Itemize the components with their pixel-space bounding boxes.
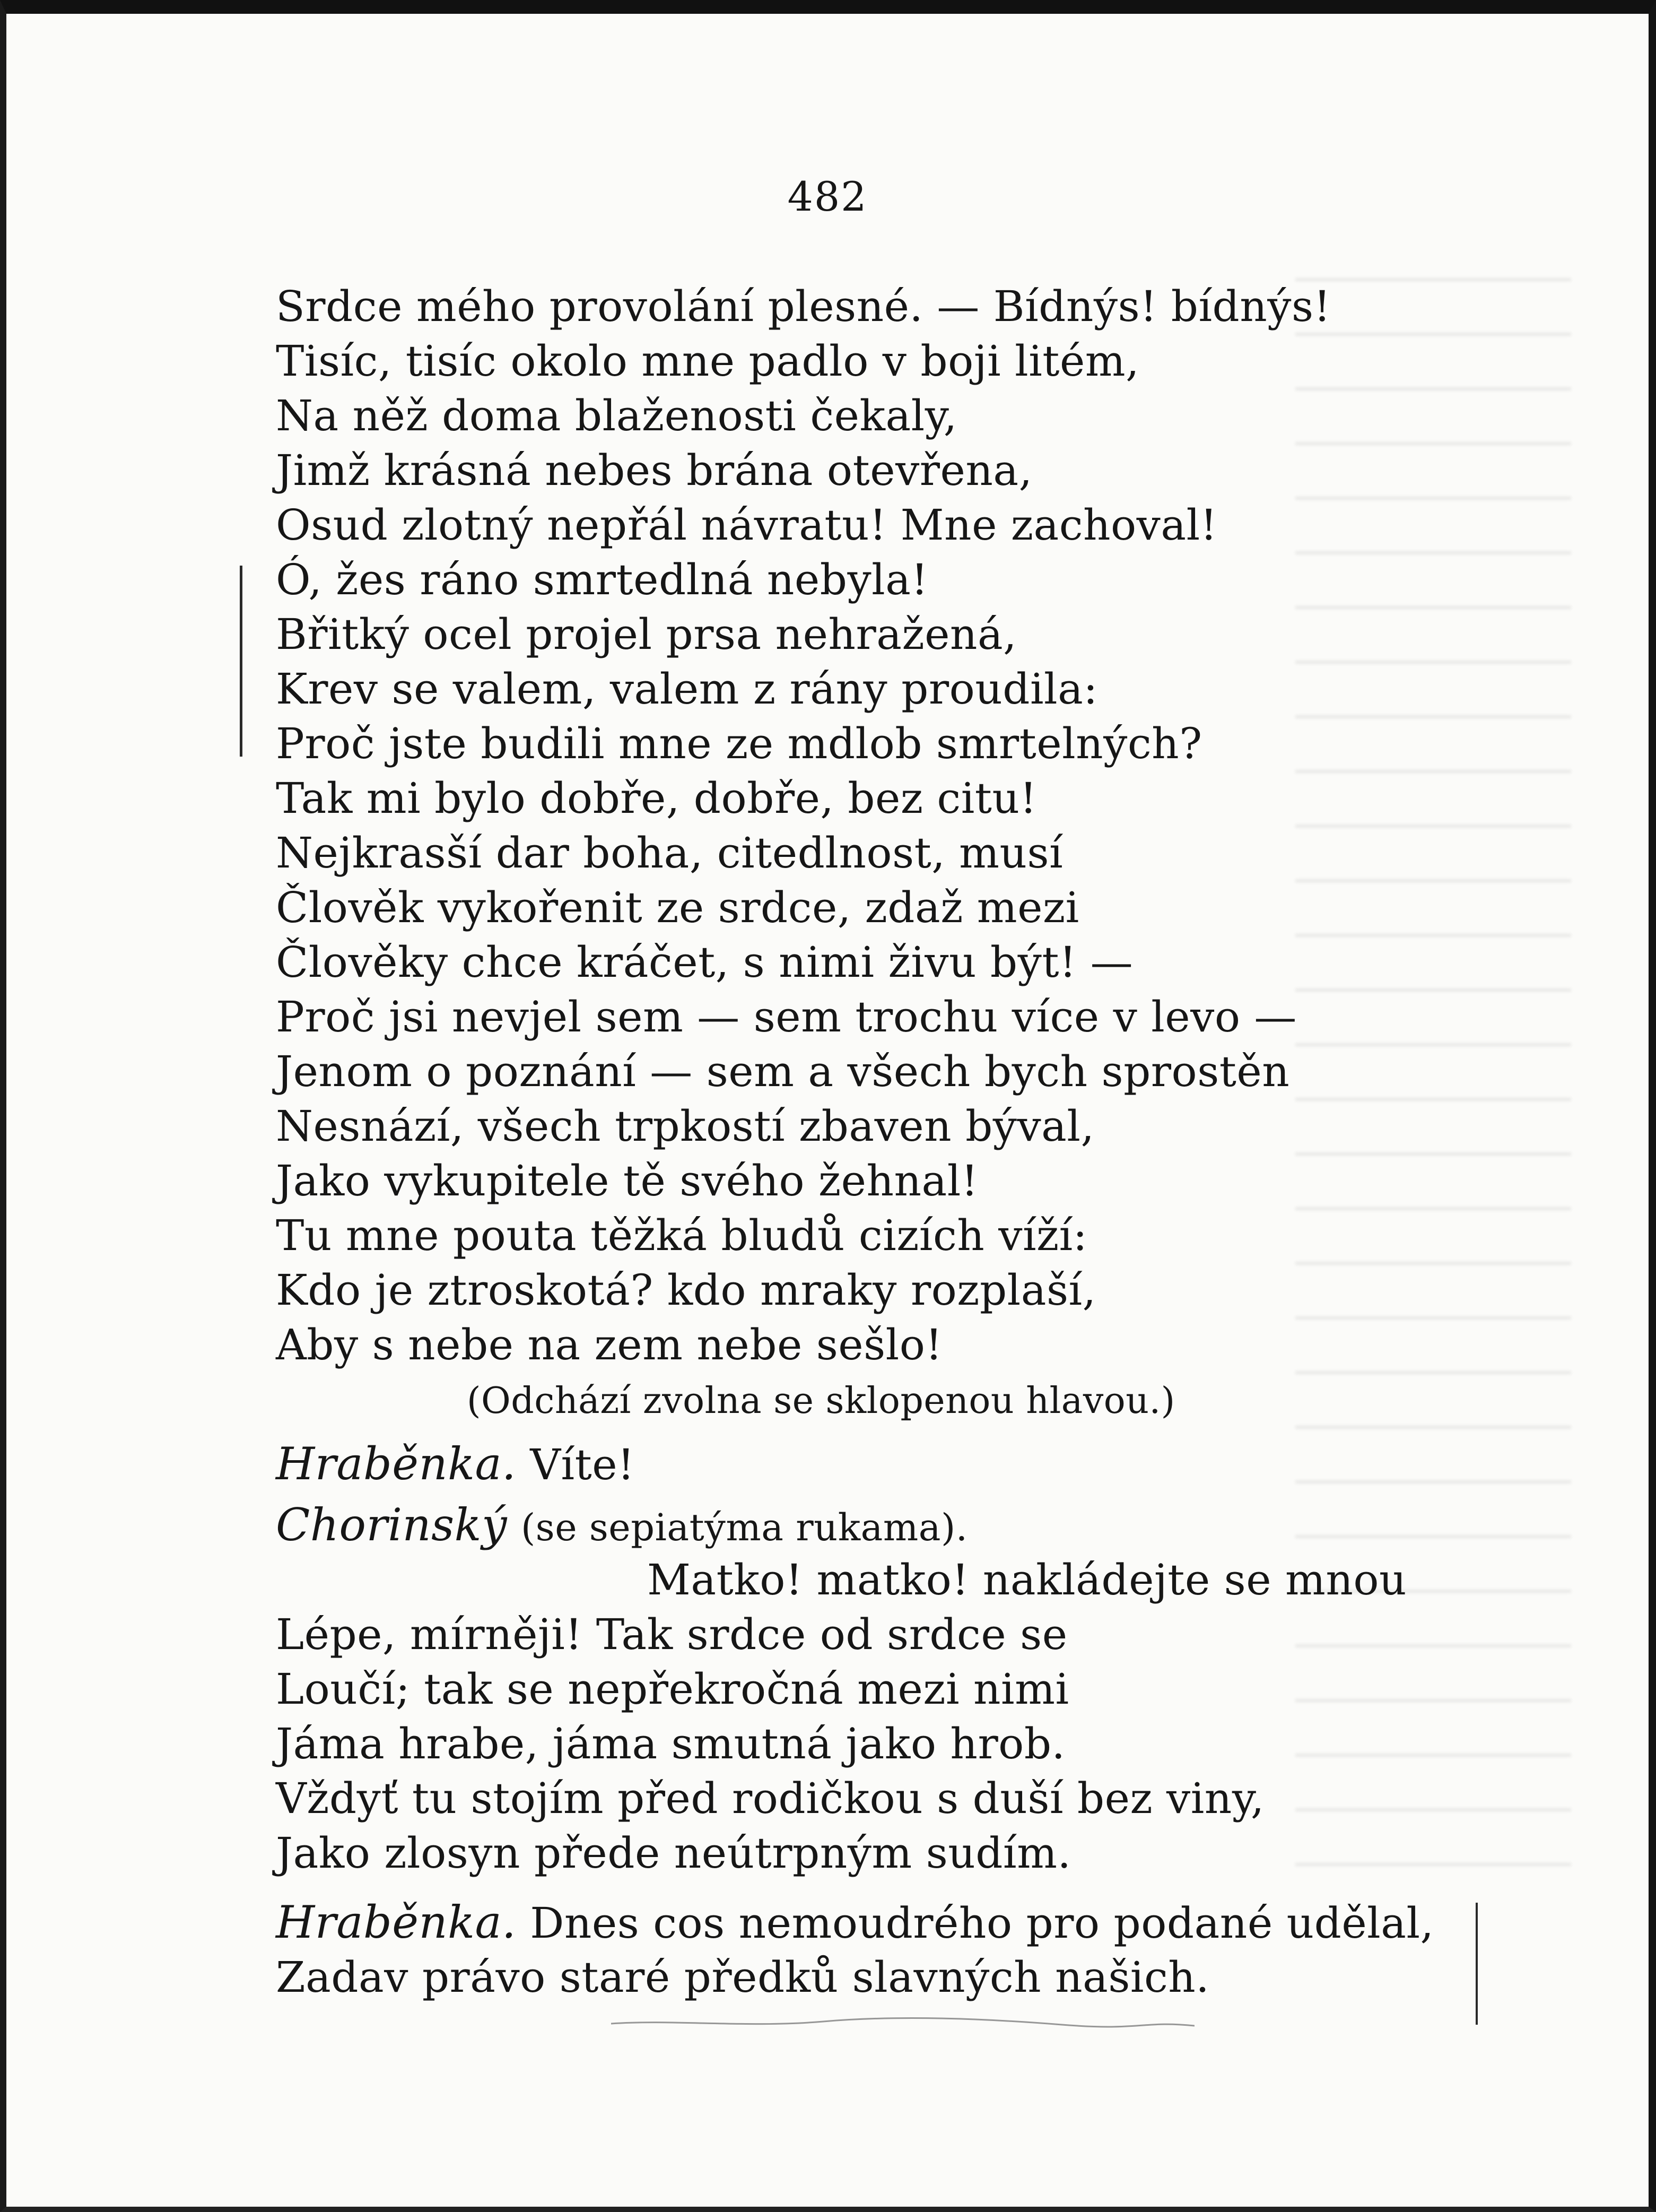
verse-line: Aby s nebe na zem nebe sešlo!: [276, 1320, 943, 1369]
verse-line: Jimž krásná nebes brána otevřena,: [276, 446, 1033, 495]
verse-line: Jenom o poznání — sem a všech bych sprostěn: [276, 1047, 1290, 1096]
verse-line: Břitký ocel projel prsa nehražená,: [276, 610, 1017, 659]
verse-line: Jako vykupitele tě svého žehnal!: [276, 1156, 979, 1205]
verse-line: Tak mi bylo dobře, dobře, bez citu!: [276, 774, 1038, 823]
margin-pencil-mark: [240, 566, 242, 757]
verse-line: Loučí; tak se nepřekročná mezi nimi: [276, 1664, 1069, 1714]
verse-line: Matko! matko! nakládejte se mnou: [647, 1555, 1407, 1604]
verse-line: Proč jste budili mne ze mdlob smrtelných?: [276, 719, 1202, 768]
verse-line: Jáma hrabe, jáma smutná jako hrob.: [276, 1719, 1066, 1768]
dialogue-line: [276, 1437, 1496, 1491]
speaker-name: Hraběnka.: [276, 1896, 517, 1948]
dialogue-text: Dnes cos nemoudrého pro podané udělal,: [530, 1898, 1434, 1948]
verse-line: Proč jsi nevjel sem — sem trochu více v levo —: [276, 992, 1297, 1042]
verse-line: Ó, žes ráno smrtedlná nebyla!: [276, 555, 929, 604]
page-number: 482: [787, 173, 868, 220]
verse-line: Krev se valem, valem z rány proudila:: [276, 664, 1098, 714]
verse-line: Kdo je ztroskotá? kdo mraky rozplaší,: [276, 1265, 1096, 1315]
verse-line: Na něž doma blaženosti čekaly,: [276, 391, 957, 440]
dialogue-text: Víte!: [530, 1440, 635, 1489]
verse-line: Zadav právo staré předků slavných našich.: [276, 1953, 1210, 2002]
verse-line: Nesnází, všech trpkostí zbaven býval,: [276, 1101, 1095, 1151]
verse-line: Osud zlotný nepřál návratu! Mne zachoval!: [276, 500, 1218, 550]
dialogue-line: [276, 1498, 1496, 1552]
verse-line: Lépe, mírněji! Tak srdce od srdce se: [276, 1610, 1068, 1659]
verse-line: Člověk vykořenit ze srdce, zdaž mezi: [276, 883, 1079, 932]
verse-line: Vždyť tu stojím před rodičkou s duší bez viny,: [276, 1774, 1265, 1823]
verse-text: [276, 279, 1496, 2005]
dialogue-line: [276, 1895, 1496, 1950]
speaker-name: Hraběnka.: [276, 1438, 517, 1490]
verse-line: Tu mne pouta těžká bludů cizích víží:: [276, 1211, 1088, 1260]
inline-stage-direction: (se sepiatýma rukama).: [520, 1506, 968, 1549]
verse-line: Jako zlosyn přede neútrpným sudím.: [276, 1828, 1071, 1878]
verse-line: Tisíc, tisíc okolo mne padlo v boji litém,: [276, 336, 1140, 386]
speaker-name: Chorinský: [276, 1499, 508, 1551]
verse-line: Srdce mého provolání plesné. — Bídnýs! bídnýs!: [276, 282, 1331, 331]
stage-direction: (Odchází zvolna se sklopenou hlavou.): [467, 1380, 1175, 1422]
verse-line: Člověky chce kráčet, s nimi živu být! —: [276, 938, 1134, 987]
verse-line: Nejkrasší dar boha, citedlnost, musí: [276, 828, 1064, 878]
pencil-underline: [611, 2014, 1195, 2030]
